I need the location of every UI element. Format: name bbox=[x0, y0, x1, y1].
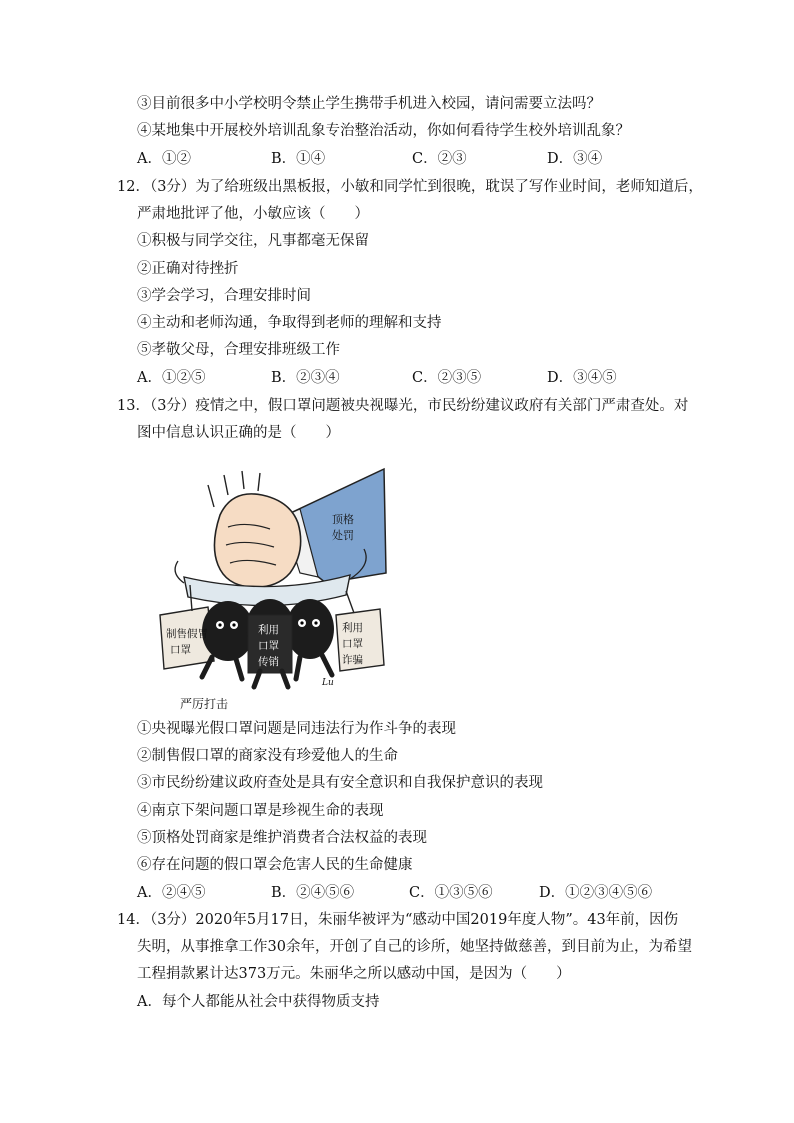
q14-stem-line-3: 工程捐款累计达373万元。朱丽华之所以感动中国，是因为（ ） bbox=[137, 966, 571, 982]
figure-caption: 严厉打击 bbox=[180, 697, 229, 711]
q13-option-d: D．①②③④⑤⑥ bbox=[539, 885, 653, 901]
q14-option-a: A．每个人都能从社会中获得物质支持 bbox=[137, 994, 380, 1010]
q12-item-2: ②正确对待挫折 bbox=[137, 261, 239, 277]
q12-stem-line-2: 严肃地批评了他，小敏应该（ ） bbox=[137, 206, 369, 222]
sign-right-line2: 口罩 bbox=[342, 638, 363, 650]
q11-option-d: D．③④ bbox=[547, 151, 603, 167]
sign-right-line3: 诈骗 bbox=[342, 654, 363, 666]
q13-option-a: A．②④⑤ bbox=[137, 885, 206, 901]
q11-item-4: ④某地集中开展校外培训乱象专治整治活动，你如何看待学生校外培训乱象？ bbox=[137, 123, 630, 139]
sign-center-line3: 传销 bbox=[258, 656, 279, 668]
q12-option-d: D．③④⑤ bbox=[547, 370, 617, 386]
creature-left bbox=[202, 601, 254, 661]
q11-item-3: ③目前很多中小学校明令禁止学生携带手机进入校园，请问需要立法吗？ bbox=[137, 96, 601, 112]
sign-left-line2: 口罩 bbox=[170, 644, 191, 656]
q12-option-b: B．②③④ bbox=[271, 370, 340, 386]
q14-stem-line-2: 失明，从事推拿工作30余年，开创了自己的诊所，她坚持做慈善，到目前为止，为希望 bbox=[137, 939, 692, 955]
artist-signature: Lu bbox=[322, 678, 334, 688]
sleeve-label-line2: 处罚 bbox=[332, 529, 354, 542]
q12-item-3: ③学会学习，合理安排时间 bbox=[137, 288, 311, 304]
q14-stem-line-1: 14．（3分）2020年5月17日，朱丽华被评为“感动中国2019年度人物”。43年前，因伤 bbox=[117, 912, 679, 928]
q13-stem-line-1: 13．（3分）疫情之中，假口罩问题被央视曝光，市民纷纷建议政府有关部门严肃查处。对 bbox=[117, 398, 689, 414]
cartoon-figure bbox=[150, 465, 390, 693]
sign-center-line2: 口罩 bbox=[258, 640, 279, 652]
q13-stem-line-2: 图中信息认识正确的是（ ） bbox=[137, 425, 340, 441]
q13-item-2: ②制售假口罩的商家没有珍爱他人的生命 bbox=[137, 748, 398, 764]
q11-option-b: B．①④ bbox=[271, 151, 326, 167]
cartoon-illustration bbox=[150, 465, 390, 693]
q13-item-4: ④南京下架问题口罩是珍视生命的表现 bbox=[137, 803, 384, 819]
q13-item-3: ③市民纷纷建议政府查处是具有安全意识和自我保护意识的表现 bbox=[137, 775, 543, 791]
q13-option-b: B．②④⑤⑥ bbox=[271, 885, 355, 901]
q13-item-5: ⑤顶格处罚商家是维护消费者合法权益的表现 bbox=[137, 830, 427, 846]
fist-shape bbox=[214, 494, 300, 587]
sleeve-label-line1: 顶格 bbox=[332, 513, 354, 526]
q12-item-5: ⑤孝敬父母，合理安排班级工作 bbox=[137, 342, 340, 358]
q12-item-1: ①积极与同学交往，凡事都毫无保留 bbox=[137, 233, 369, 249]
sign-left-line1: 制售假冒 bbox=[166, 628, 208, 640]
creature-right bbox=[286, 599, 334, 659]
q12-item-4: ④主动和老师沟通，争取得到老师的理解和支持 bbox=[137, 315, 442, 331]
q12-option-c: C．②③⑤ bbox=[412, 370, 482, 386]
q13-option-c: C．①③⑤⑥ bbox=[409, 885, 493, 901]
sign-right-line1: 利用 bbox=[342, 622, 363, 634]
q12-option-a: A．①②⑤ bbox=[137, 370, 206, 386]
q13-item-1: ①央视曝光假口罩问题是同违法行为作斗争的表现 bbox=[137, 721, 456, 737]
sign-center-line1: 利用 bbox=[258, 624, 279, 636]
q13-item-6: ⑥存在问题的假口罩会危害人民的生命健康 bbox=[137, 857, 413, 873]
q12-stem-line-1: 12．（3分）为了给班级出黑板报，小敏和同学忙到很晚，耽误了写作业时间，老师知道后， bbox=[117, 179, 703, 195]
q11-option-a: A．①② bbox=[137, 151, 191, 167]
q11-option-c: C．②③ bbox=[412, 151, 467, 167]
